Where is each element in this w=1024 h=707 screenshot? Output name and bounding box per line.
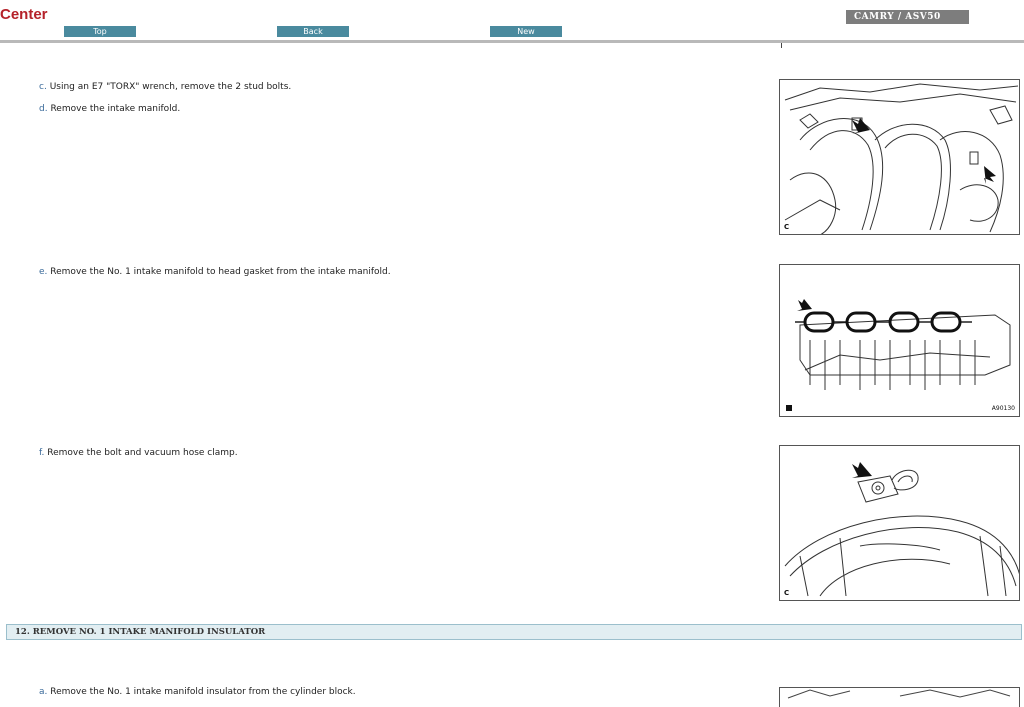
top-button[interactable]: Top xyxy=(64,26,136,37)
figure-code: C xyxy=(784,589,790,597)
step-text: Using an E7 "TORX" wrench, remove the 2 stud bolts. xyxy=(49,82,292,92)
manifold-drawing xyxy=(780,80,1020,235)
figure-insulator xyxy=(779,687,1020,707)
step-letter: c. xyxy=(39,82,47,92)
step-letter: d. xyxy=(39,104,48,114)
step-text: Remove the bolt and vacuum hose clamp. xyxy=(47,448,238,458)
step-c xyxy=(39,82,291,92)
step-text: Remove the No. 1 intake manifold insulator from the cylinder block. xyxy=(50,687,356,697)
back-button[interactable]: Back xyxy=(277,26,349,37)
gasket-drawing xyxy=(780,265,1020,417)
step-text: Remove the intake manifold. xyxy=(50,104,181,114)
step-a xyxy=(39,687,356,697)
brand-title: Center xyxy=(0,6,48,23)
figure-code: A90130 xyxy=(991,405,1015,412)
header-divider xyxy=(0,40,1024,43)
header-bar xyxy=(0,0,1024,40)
figure-hose-clamp xyxy=(779,445,1020,601)
figure-edge-tick xyxy=(781,43,782,48)
figure-gasket xyxy=(779,264,1020,417)
step-f xyxy=(39,448,238,458)
step-text: Remove the No. 1 intake manifold to head gasket from the intake manifold. xyxy=(50,267,391,277)
hose-clamp-drawing xyxy=(780,446,1020,601)
step-letter: a. xyxy=(39,687,48,697)
section-header: 12. REMOVE NO. 1 INTAKE MANIFOLD INSULATOR xyxy=(6,624,1022,640)
new-button[interactable]: New xyxy=(490,26,562,37)
model-badge: CAMRY / ASV50 xyxy=(846,10,969,24)
step-letter: f. xyxy=(39,448,45,458)
step-e xyxy=(39,267,391,277)
figure-stud-bolts xyxy=(779,79,1020,235)
insulator-drawing xyxy=(780,688,1020,700)
figure-code: C xyxy=(784,223,790,231)
step-letter: e. xyxy=(39,267,48,277)
step-d xyxy=(39,104,180,114)
